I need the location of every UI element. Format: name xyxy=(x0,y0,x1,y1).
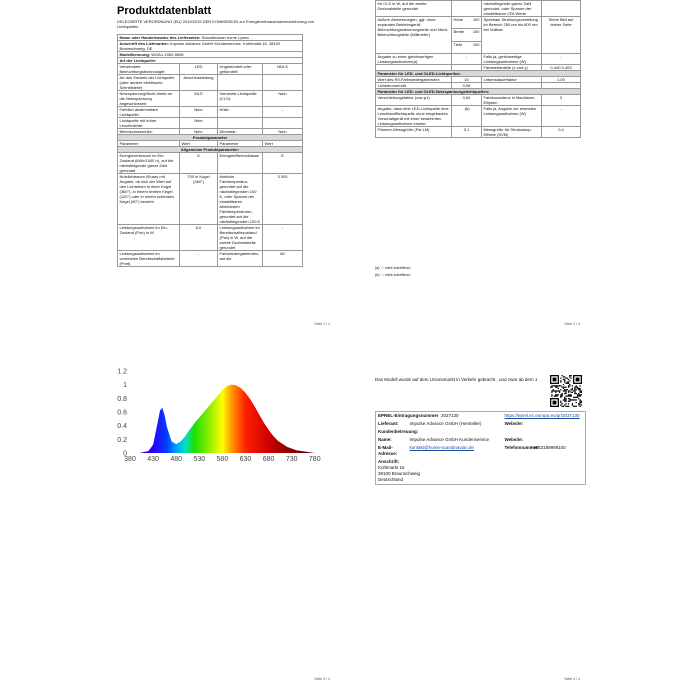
anschrift-block xyxy=(376,458,586,485)
param-row xyxy=(118,174,303,225)
art-label: Dimmbar: xyxy=(218,129,263,135)
param-label: Lichtstromerhalt xyxy=(376,83,452,89)
x-tick-label: 780 xyxy=(308,456,321,463)
market-intro-text: Das Modell wurde auf dem Unionsmarkt in Verkehr gebracht , und zwar ab dem 1 xyxy=(375,377,538,382)
param-label: Falls ja, Angabe zur ersetzten Leistungsaufnahme (W) xyxy=(482,106,542,127)
art-value: Nein xyxy=(180,129,218,135)
param-value: 10 xyxy=(452,77,482,83)
param-value: - xyxy=(542,54,581,65)
telefon-label: Telefonnummer: xyxy=(504,445,540,450)
page-3 xyxy=(112,355,340,685)
art-value xyxy=(263,75,303,91)
param-label: Falls ja, gleichwertige Leistungsaufnahme (W) xyxy=(482,54,542,65)
eprel-link[interactable]: https://eprel.ec.europa.eu/qr/2037130 xyxy=(504,413,580,418)
anschrift-line-2: 38100 Braunschweig xyxy=(378,471,421,476)
art-label: Hülle: xyxy=(218,107,263,118)
param-value: - xyxy=(180,251,218,267)
art-label: Netzspannung/Nicht direkt an die Netzspannung angeschlossen: xyxy=(118,91,180,107)
param-label: Flimmer-Messgröße (Pst LM) xyxy=(376,127,452,138)
param-label: Energieverbrauch im Ein-Zustand (kWh/1000 h), auf die nächstliegende ganze Zahl gerundet xyxy=(118,153,180,174)
x-tick-label: 730 xyxy=(285,456,298,463)
art-label: Lichtquelle mit hoher Leuchtdichte: xyxy=(118,118,180,129)
spectral-label: Spektrale Strahlungsverteilung im Bereich 250 nm bis 800 nm bei Volllast xyxy=(482,17,542,54)
param-value: - xyxy=(452,54,482,65)
param-value xyxy=(542,1,581,17)
art-value: Anschlussleitung xyxy=(180,75,218,91)
dims-row xyxy=(376,17,581,29)
anschrift-line-3: Deutschland xyxy=(378,477,404,482)
email-link[interactable]: kontakt@home-scandinavian.de xyxy=(409,445,474,450)
art-label xyxy=(218,75,263,91)
param-label: Leistungsaufnahme im Bereitschaftszustand (Psb) in W, auf die zweite Dezimalstelle gerundet xyxy=(218,225,263,251)
equiv-row xyxy=(376,54,581,65)
param-label: Energieeffizienzklasse xyxy=(218,153,263,174)
y-tick-label: 0.6 xyxy=(117,409,127,417)
qr-code-icon[interactable] xyxy=(550,375,582,407)
breite-value: 100 xyxy=(472,29,480,35)
param-row xyxy=(118,251,303,267)
param-label: Messgröße für Stroboskop-Effekte (SVM) xyxy=(482,127,542,138)
art-value: NDLS xyxy=(263,64,303,75)
info-cell xyxy=(118,41,303,52)
param-value: - xyxy=(542,106,581,127)
eprel-label: EPREL-Eintragungsnummer xyxy=(378,413,439,418)
netz-row xyxy=(376,106,581,127)
param-value xyxy=(452,1,482,17)
produktparameter-header: Produktparameter xyxy=(118,135,303,141)
param-value: 3 000 xyxy=(263,174,303,225)
param-label: Farbwiedergabeindex, auf die xyxy=(218,251,263,267)
y-tick-label: 0.8 xyxy=(117,395,127,403)
param-value: 6,0 xyxy=(180,225,218,251)
param-value: 0,440 0,403 xyxy=(542,65,581,71)
info-value: Impulse Advance GmbH Kundenservice, Kohlmarkt 16, 38100 Braunschweig, DE xyxy=(119,41,281,51)
param-label: ähnliche Farbtemperatur, gerundet auf die nächstliegenden 100 K, oder Spanne der einstellbaren ähnlichsten Farbtemperaturen, gerundet auf die nächstliegenden 100 K xyxy=(218,174,263,225)
tiefe-value: 100 xyxy=(472,41,480,47)
param-label: Verschiebungsfaktor (cos φ1) xyxy=(376,95,452,106)
x-tick-label: 480 xyxy=(170,456,183,463)
spectral-value: Siehe Bild auf letzter Seite xyxy=(542,17,581,54)
param-label: Leistungsaufnahme im vernetzten Bereitschaftsbetrieb (Pnet) xyxy=(118,251,180,267)
art-value xyxy=(263,118,303,129)
param-label: Leistungsaufnahme im Ein-Zustand (Pon) in W xyxy=(118,225,180,251)
dims-tiefe xyxy=(452,41,482,53)
info-label: Anschrift des Lieferanten: xyxy=(119,41,170,46)
param-value: 3 xyxy=(542,95,581,106)
param-label: für CLS in W, auf die zweite Dezimalstelle gerundet xyxy=(376,1,452,17)
param-label: Lebensdauerfaktor xyxy=(482,77,542,83)
param-label: Angabe zu einer gleichwertigen Leistungsaufnahme(a) xyxy=(376,54,452,65)
param-label: Nutzlichtstrom (Φuse) mit Angabe, ob sich der Wert auf den Lichtstrom in einer Kugel (360°), in einem breiten Kegel (120°) oder in einem schmalen Kegel (90°) bezieht xyxy=(118,174,180,225)
page-number: Seite 1 / 4 xyxy=(314,322,330,326)
page-number: Seite 3 / 4 xyxy=(314,677,330,681)
footnote-a: (a) '-': nicht zutreffend; xyxy=(375,266,411,270)
param-value: 1,00 xyxy=(542,77,581,83)
page-1 xyxy=(112,0,340,330)
param-value: 0,96 xyxy=(452,83,482,89)
y-tick-label: 0.2 xyxy=(117,436,127,444)
param-header-cell: Wert xyxy=(263,141,303,147)
spectral-distribution-chart xyxy=(112,355,340,465)
page-title: Produktdatenblatt xyxy=(117,5,212,17)
info-label: Modellkennung: xyxy=(119,52,151,57)
info-row xyxy=(118,41,303,52)
x-tick-label: 530 xyxy=(193,456,206,463)
art-label: Art des Sockels der Lichtquelle (oder andere elektrische Schnittstelle) xyxy=(118,75,180,91)
dims-breite xyxy=(452,29,482,41)
param-row xyxy=(376,1,581,17)
page-subtitle: DELEGIERTE VERORDNUNG (EU) 2019/2015 DER KOMMISSION zur Energieverbrauchskennzeichnung von Lichtquellen xyxy=(117,19,315,29)
kundenbetreuung-label: Kundenbetreuung: xyxy=(378,429,419,434)
art-value: - xyxy=(263,107,303,118)
page-number: Seite 4 / 4 xyxy=(564,677,580,681)
spectrum-area xyxy=(130,369,315,453)
param-header-cell: Parameter xyxy=(118,141,180,147)
y-tick-label: 0 xyxy=(123,450,127,458)
param-label: nächstliegende ganze Zahl gerundet, oder Spanne der einstellbaren CRI-Werte xyxy=(482,1,542,17)
name-label: Name: xyxy=(378,437,392,442)
website2-label: Website: xyxy=(504,437,524,442)
art-row xyxy=(118,64,303,75)
anschrift-label: Anschrift: xyxy=(378,459,400,464)
art-value: MLS xyxy=(180,91,218,107)
info-label: Art der Lichtquelle: xyxy=(118,58,303,64)
led-header: Parameter für LED- und OLED-Lichtquellen: xyxy=(376,71,581,77)
page-number: Seite 2 / 4 xyxy=(564,322,580,326)
param-label: Wert des R9-Farbwiedergabeindex xyxy=(376,77,452,83)
x-tick-label: 630 xyxy=(239,456,252,463)
allgemeine-header: Allgemeine Produktparameter: xyxy=(118,147,303,153)
param-label: Farbwertanteile (x und y) xyxy=(482,65,542,71)
telefon-value: +4953189999100 xyxy=(530,445,566,450)
footnotes xyxy=(375,265,410,279)
param-value: 6 xyxy=(180,153,218,174)
info-value: Scandinavian home Lysea xyxy=(201,35,249,40)
art-label: Verwendete Beleuchtungstechnologie: xyxy=(118,64,180,75)
param-value: 80 xyxy=(263,251,303,267)
param-label: Angabe, dass eine LED-Lichtquelle eine Leuchtstofflichtquelle ohne eingebautes Vorschaltgerät mit einer bestimmten Leistungsaufnahme ersetzt. xyxy=(376,106,452,127)
info-value: WOA1-1952-5696 xyxy=(151,52,184,57)
supplier-info-table xyxy=(375,411,586,485)
hoehe-label: Höhe xyxy=(453,17,464,22)
netz-row xyxy=(376,95,581,106)
lieferant-value: Impulse Advance GmbH (Hersteller) xyxy=(409,421,482,426)
art-label: Ungebündelt oder gebündelt: xyxy=(218,64,263,75)
dims-hoehe xyxy=(452,17,482,29)
page-4 xyxy=(370,355,590,685)
art-value: Nein xyxy=(180,107,218,118)
param-value: - xyxy=(263,225,303,251)
param-value: 700 in Kugel (360°) xyxy=(180,174,218,225)
param-header-cell: Parameter xyxy=(218,141,263,147)
x-tick-label: 380 xyxy=(124,456,136,463)
info-label: Name oder Handelsmarke des Lieferanten: xyxy=(119,35,201,40)
x-tick-label: 680 xyxy=(262,456,275,463)
tiefe-label: Tiefe xyxy=(453,41,463,47)
breite-label: Breite xyxy=(453,29,464,35)
name-value: Impulse Advance GmbH Kundenservice xyxy=(409,437,490,442)
art-label xyxy=(218,118,263,129)
art-value: Nein xyxy=(180,118,218,129)
art-label: Blendschutzschild: xyxy=(118,129,180,135)
art-value: Nein xyxy=(263,129,303,135)
param-row xyxy=(118,153,303,174)
param-value: E xyxy=(263,153,303,174)
y-tick-label: 1 xyxy=(123,382,127,390)
param-value: 0,4 xyxy=(542,127,581,138)
x-tick-label: 580 xyxy=(216,456,229,463)
art-row xyxy=(118,107,303,118)
param-value: 0,1 xyxy=(452,127,482,138)
netz-row xyxy=(376,127,581,138)
product-params-table-cont xyxy=(375,0,581,138)
y-tick-label: 0.4 xyxy=(117,423,127,431)
eprel-value: 2037130 xyxy=(441,413,459,418)
netz-header: Parameter für LED- und OLED-Netzspannungslichtquellen: xyxy=(376,89,581,95)
param-header-cell: Wert xyxy=(180,141,218,147)
param-value: -(b) xyxy=(452,106,482,127)
art-row xyxy=(118,91,303,107)
art-label: Farblich abstimmbare Lichtquelle: xyxy=(118,107,180,118)
param-value: 0,64 xyxy=(452,95,482,106)
art-value: LED xyxy=(180,64,218,75)
anschrift-line-1: Kohlmarkt 16 xyxy=(378,465,405,470)
y-tick-label: 1.2 xyxy=(117,368,127,376)
lieferant-label: Lieferant: xyxy=(378,421,399,426)
art-row xyxy=(118,75,303,91)
page-2 xyxy=(370,0,590,330)
website-label: Website: xyxy=(504,421,524,426)
footnote-b: (b) '-': nicht zutreffend; xyxy=(375,273,411,277)
hoehe-value: 100 xyxy=(472,17,480,22)
art-value: Nein xyxy=(263,91,303,107)
art-row xyxy=(118,118,303,129)
product-info-table xyxy=(117,34,303,267)
param-row xyxy=(118,225,303,251)
art-label: Vernetzte Lichtquelle (CLS): xyxy=(218,91,263,107)
dims-label: äußere Abmessungen, ggf. ohne separates Betriebsgerät, Beleuchtungssteuerungsteile und Nicht-Beleuchtungsteile (Millimeter) xyxy=(376,17,452,54)
param-label: Farbkonsistenz in MacAdam-Ellipsen xyxy=(482,95,542,106)
x-tick-label: 430 xyxy=(147,456,159,463)
email-label: E-Mail-Adresse: xyxy=(378,445,398,456)
